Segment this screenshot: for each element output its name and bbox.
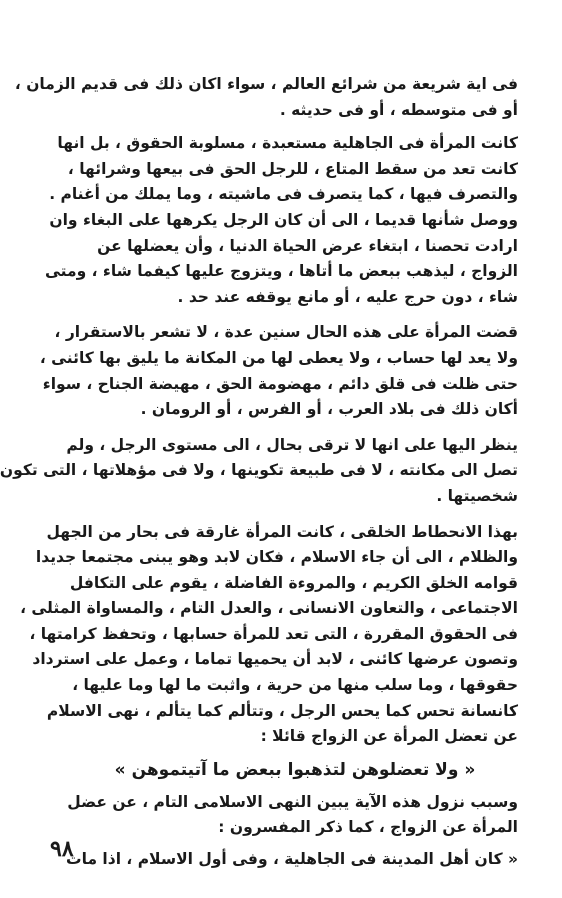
text-line: أكان ذلك فى بلاد العرب ، أو الفرس ، أو الرومان . <box>140 400 518 419</box>
text-line: الاجتماعى ، والتعاون الانسانى ، والعدل التام ، والمساواة المثلى ، <box>20 599 518 618</box>
text-line: « كان أهل المدينة فى الجاهلية ، وفى أول الاسلام ، اذا مات <box>66 850 518 869</box>
paragraph-4 <box>39 320 518 422</box>
paragraph-2 <box>49 131 518 208</box>
text-line: قضت المرأة على هذه الحال سنين عدة ، لا تشعر بالاستقرار ، <box>54 323 518 342</box>
text-line: المرأة عن الزواج ، كما ذكر المفسرون : <box>218 818 518 837</box>
paragraph-3 <box>44 208 518 310</box>
text-line: كانت المرأة فى الجاهلية مستعبدة ، مسلوبة الحقوق ، بل انها <box>57 134 518 153</box>
text-line: ولا يعد لها حساب ، ولا يعطى لها من المكانة ما يليق بها كائنى ، <box>39 348 518 367</box>
text-line: ينظر اليها على انها لا ترقى بحال ، الى مستوى الرجل ، ولم <box>66 435 518 454</box>
text-line: أو فى متوسطه ، أو فى حديثه . <box>279 100 518 119</box>
text-line: ووصل شأنها قديما ، الى أن كان الرجل يكرهها على البغاء وان <box>49 210 518 229</box>
text-line: ارادت تحصنا ، ابتغاء عرض الحياة الدنيا ، وأن يعضلها عن <box>97 236 518 255</box>
text-line: كانسانة تحس كما يحس الرجل ، وتتألم كما يتألم ، نهى الاسلام <box>46 701 518 720</box>
text-line: شخصيتها . <box>436 486 518 505</box>
text-line: كانت تعد من سقط المتاع ، للرجل الحق فى بيعها وشرائها ، <box>67 159 518 178</box>
text-line: قوامه الخلق الكريم ، والمروءة الفاضلة ، يقوم على التكافل <box>69 573 518 592</box>
text-line: تصل الى مكانته ، لا فى طبيعة تكوينها ، ولا فى مؤهلاتها ، التى تكون <box>0 461 518 480</box>
text-line: وسبب نزول هذه الآية يبين النهى الاسلامى التام ، عن عضل <box>67 792 518 811</box>
page-number: ٩٨ <box>50 836 74 862</box>
text-line: شاء ، دون حرج عليه ، أو مانع يوقفه عند حد . <box>177 287 518 306</box>
text-line: الزواج ، ليذهب ببعض ما أتاها ، ويتزوج عليها كيفما شاء ، ومتى <box>44 262 518 281</box>
quran-quote: « ولا تعضلوهن لتذهبوا ببعض ما آتيتموهن » <box>114 759 476 780</box>
paragraph-5 <box>0 433 518 510</box>
text-line: والظلام ، الى أن جاء الاسلام ، فكان لابد وهو يبنى مجتمعا جديدا <box>35 548 518 567</box>
paragraph-6 <box>20 520 518 750</box>
paragraph-7 <box>67 790 518 841</box>
text-line: حتى ظلت فى قلق دائم ، مهضومة الحق ، مهيضة الجناح ، سواء <box>42 374 518 393</box>
text-line: وتصون عرضها كائنى ، لابد أن يحميها تماما ، وعمل على استرداد <box>32 650 518 669</box>
text-line: عن تعضل المرأة عن الزواج قائلا : <box>260 727 518 746</box>
text-line: بهذا الانحطاط الخلقى ، كانت المرأة غارقة فى بحار من الجهل <box>46 522 518 541</box>
text-line: فى اية شريعة من شرائع العالم ، سواء اكان ذلك فى قديم الزمان ، <box>14 75 518 93</box>
text-line: حقوقها ، وما سلب منها من حرية ، واثبت ما لها وما عليها ، <box>72 676 518 695</box>
text-line: فى الحقوق المقررة ، التى تعد للمرأة حسابها ، وتحفظ كرامتها ، <box>29 624 518 643</box>
paragraph-8 <box>66 847 518 873</box>
text-line: والتصرف فيها ، كما يتصرف فى ماشيته ، وما يملك من أغنام . <box>49 185 518 204</box>
paragraph-1 <box>14 72 518 123</box>
